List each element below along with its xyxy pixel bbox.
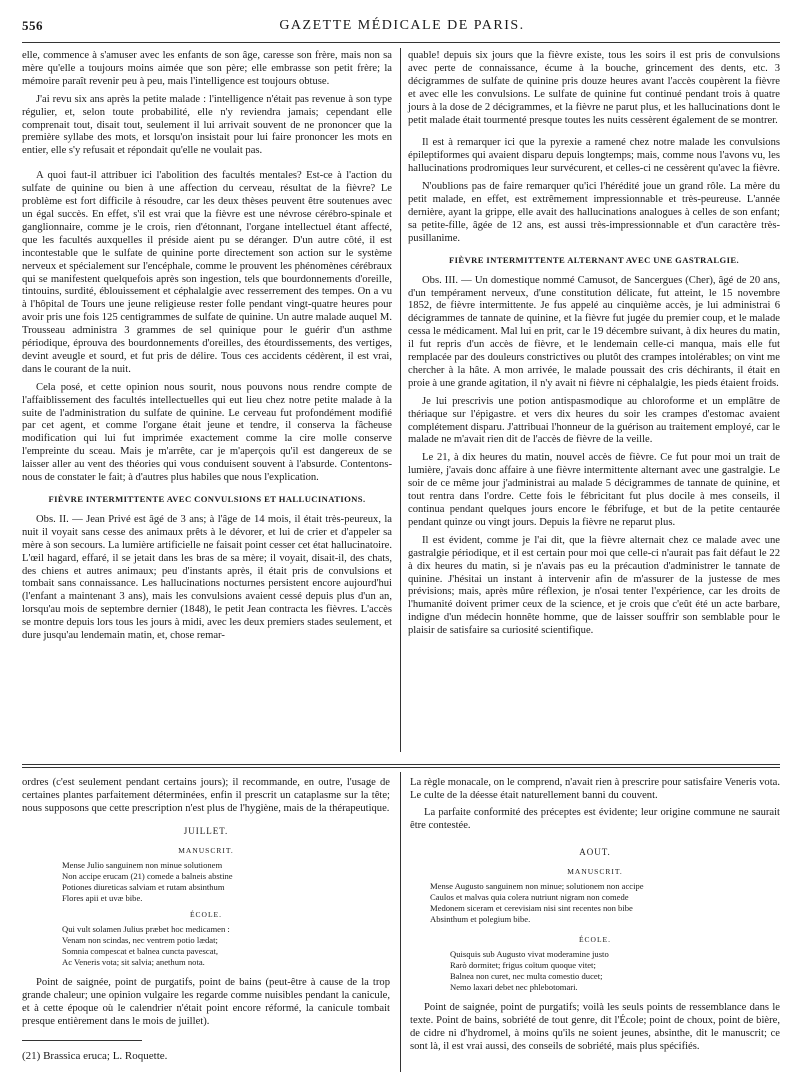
verse-line: Caulos et malvas quia colera nutriunt nigram non comede [430,892,629,902]
verse-line: Quisquis sub Augusto vivat moderamine justo [450,949,609,959]
paragraph: N'oublions pas de faire remarquer qu'ici l'hérédité joue un grand rôle. La mère du petit malade, en effet, est extrêmement impressionnable et très-peureuse. L'année dernière, ayant la grippe, elle avait des hallucinations analogues à celles de son enfant; sa petite-fille, âgée de 12 ans, est aussi très-impressionnable et d'un caractère très-pusillanime. [408,181,780,244]
feuilleton-rule [22,767,780,768]
verse-line: Mense Julio sanguinem non minue solutionem [62,860,223,870]
verse-line: Medonem siceram et cerevisiam nisi sint recentes non bibe [430,903,633,913]
paragraph: elle, commence à s'amuser avec les enfants de son âge, caresse son frère, mais non sa mère qu'elle a toujours moins aimée que son père; elle embrasse son petit frère; la mémoire paraît revenir peu à peu, mais l'intelligence est toujours obtuse. [22,50,392,87]
page-header [22,18,782,40]
column-divider [400,772,401,1072]
month-heading: JUILLET. [183,826,229,836]
ecole-label: ÉCOLE. [578,935,612,944]
paragraph: Point de saignée, point de purgatifs; voilà les seuls points de ressemblance dans le texte. Point de bains, sobriété de tout genre, dit l'École; point de choux, point de bière, de cidre ni d'hydromel, à moins qu'ils ne soient jeunes, absinthe, dit le manuscrit; ce sont là, il est vrai aussi, des conseils de sobriété, mais plus spécifiés. [410,1002,780,1052]
ecole-label: ÉCOLE. [189,910,223,919]
footnote-rule [22,1040,142,1041]
left-column [22,50,392,648]
paragraph: Il est évident, comme je l'ai dit, que la fièvre alternait chez ce malade avec une gastralgie périodique, et il est certain pour moi que celle-ci n'aurait pas fait défaut le 22 à dix heures du matin, si je n'avais pas eu la précaution d'administrer le tannate de quinine. J'hésitai un instant à intervenir afin de m'assurer de la justesse de mes prévisions; mais, après mûre réflexion, je n'osai tenter l'expérience, car les droits de l'humanité doivent primer ceux de la science, et je crois que c'eût été un acte barbare, indigne d'un médecin honnête homme, que de laisser souffrir son semblable pour le plaisir de satisfaire sa curiosité scientifique. [408,534,780,637]
paragraph: J'ai revu six ans après la petite malade : l'intelligence n'était pas revenue à son type régulier, et, selon toute probabilité, elle n'y reviendra jamais; cependant elle comprenait tout, disait tout, seulement il lui arrivait souvent de ne prononcer que la première syllabe des mots, et lorsqu'on insistait pour lui faire prononcer les mots en entier, elle s'y refusait et répondait qu'elle ne voulait pas. [22,93,392,157]
month-heading: AOUT. [579,847,611,857]
paragraph: quable! depuis six jours que la fièvre existe, tous les soirs il est pris de convulsions avec perte de connaissance, écume à la bouche, grincement des dents, etc. 3 décigrammes de sulfate de quinine pris douze heures avant l'accès coupèrent la fièvre et avec elle les convulsions. Le sulfate de quinine fut continué pendant trois à quatre jours à la dose de 2 décigrammes, et la fièvre ne parut plus, et les hallucinations dont le petit malade était tourmenté presque toutes les nuits cessèrent également de se montrer. [408,50,780,126]
paragraph: La parfaite conformité des préceptes est évidente; leur origine commune ne saurait être contestée. [410,807,780,831]
feuilleton-right [410,776,780,1057]
verse-line: Somnia compescat et balnea cuncta pavescat, [62,946,219,956]
verse-block [62,860,390,904]
verse-line: Ac Veneris vota; sit salvia; anethum nota. [62,957,205,967]
running-title: GAZETTE MÉDICALE DE PARIS. [279,18,525,33]
paragraph: Le 21, à dix heures du matin, nouvel accès de fièvre. Ce fut pour moi un trait de lumière, j'avais donc affaire à une fièvre intermittente alternant avec une gastralgie. Le soir de ce même jour j'administrai au malade 5 décigrammes de tannate de quinine, et tout rentra dans l'ordre. Cette fois le fébricitant fut plus docile à mes conseils, il continua pendant quelques jours encore le fébrifuge, et but de la petite centaurée pendant quinze ou vingt jours. Depuis la fièvre ne reparut plus. [408,452,780,528]
paragraph: Cela posé, et cette opinion nous sourit, nous pouvons nous rendre compte de l'affaiblissement des facultés intellectuelles qui eut lieu chez notre petite malade à la suite de l'administration du sulfate de quinine. Le cerveau fut profondément modifié par cet agent, et comme l'organe était jeune et tendre, il conserva la fâcheuse modification qui lui fut imprimée exactement comme la cire molle conserve l'empreinte du sceau. Mais je m'arrête, car je m'aperçois qu'il est dangereux de se laisser aller au vent des théories qui vous conduisent souvent à l'absurde. Contentons-nous de constater le fait; à d'autres plus habiles que nous l'explication. [22,381,392,484]
right-column [408,50,780,643]
verse-line: Rarò dormitet; frigus coïtum quoque vitet; [450,960,596,970]
paragraph: Je lui prescrivis une potion antispasmodique au chloroforme et un emplâtre de thériaque sur l'épigastre. et vers dix heures du soir les crampes d'estomac avaient complétement disparu. J'attribuai l'honneur de la guérison au traitement employé, car le malade ne m'avait rien dit de l'accès de fièvre de la veille. [408,395,780,446]
verse-block [62,924,390,968]
verse-line: Nemo laxari debet nec phlebotomari. [450,982,578,992]
feuilleton-left [22,776,390,1032]
verse-line: Flores apii et uvæ bibe. [62,893,143,903]
verse-line: Qui vult solamen Julius præbet hoc medicamen : [62,924,230,934]
section-heading: FIÈVRE INTERMITTENTE ALTERNANT AVEC UNE GASTRALGIE. [448,254,740,265]
verse-line: Balnea non curet, nec multa comestio ducet; [450,971,603,981]
section-heading: FIÈVRE INTERMITTENTE AVEC CONVULSIONS ET HALLUCINATIONS. [48,494,366,504]
verse-line: Potiones diureticas salviam et rutam absinthum [62,882,225,892]
paragraph: A quoi faut-il attribuer ici l'abolition des facultés mentales? Est-ce à l'action du sulfate de quinine ou bien à une affection du cerveau, résultat de la fièvre? Le problème est fort difficile à résoudre, car les deux thèses peuvent être soutenues avec un égal succès. En effet, s'il est vrai que la fièvre est une névrose cérébro-spinale et ganglionnaire, comme je le crois, rien d'étonnant, l'organe intellectuel étant affecté, que les facultés auxquelles il préside aient pu se déranger. D'un autre côté, il est incontestable que le sulfate de quinine porte directement son action sur le système nerveux et spécialement sur l'encéphale, comme le prouvent les phénomènes cérébraux qui se manifestent quelquefois après son ingestion, tels que bourdonnements d'oreille, tintouins, surdité, éblouissement et céphalalgie avec resserrement des tempes. On a vu à l'hôpital de Tours une jeune religieuse rester folle pendant vingt-quatre heures pour avoir pris une fois 125 centigrammes de sulfate de quinine. Un autre malade auquel M. Trousseau administra 3 grammes de sel quinique pour le guérir d'un asthme périodique, éprouva des bourdonnements d'oreilles, des étourdissements, des vertiges, devint aveugle et sourd, et fut pris de délire. Tous ces accidents cédèrent, il est vrai, dans le courant de la nuit. [22,170,392,375]
manuscrit-label: MANUSCRIT. [178,846,234,855]
verse-line: Absinthum et polegium bibe. [430,914,531,924]
paragraph: Obs. III. — Un domestique nommé Camusot, de Sancergues (Cher), âgé de 20 ans, d'un tempérament nerveux, d'une constitution délicate, fut atteint, le 15 novembre 1852, de fièvre intermittente. Je fus appelé au cinquième accès, je lui administrai 6 décigrammes de tannate de quinine, et la fièvre fut jugée du premier coup, et le malade cessa le médicament. Mal lui en prit, car le 19 décembre suivant, à dix heures du matin, il fut repris d'un accès de fièvre, et le lendemain celle-ci manqua, mais elle fut remplacée par des douleurs constrictives ou plutôt des crampes intolérables; on vint me chercher à la hâte. A mon arrivée, le malade poussait des cris déchirants, il était en proie à une grande agitation, il n'y avait ni fièvre ni céphalalgie, les pieds étaient froids. [408,274,780,389]
paragraph: Point de saignée, point de purgatifs, point de bains (peut-être à cause de la trop grande chaleur; une opinion vulgaire les regarde comme nuisibles pendant la canicule, et à cette époque où le calendrier n'était point encore réformé, la canicule tombait presque entièrement dans le mois de juillet). [22,977,390,1027]
verse-line: Non accipe erucam (21) comede a balneis abstine [62,871,233,881]
paragraph: Obs. II. — Jean Privé est âgé de 3 ans; à l'âge de 14 mois, il était très-peureux, la nuit il voyait sans cesse des animaux prêts à le dévorer, et lui de crier et d'appeler sa mère à son secours. La lumière artificielle ne faisait point cesser cet état hallucinatoire. L'œil hagard, effaré, il se jetait dans les bras de sa mère; il voyait, disait-il, des chats, des chiens et autres animaux; peu d'instants après, il était pris de convulsions et tombait sans connaissance. Les hallucinations nocturnes persistent encore aujourd'hui (l'enfant a maintenant 3 ans), mais les convulsions avaient cessé depuis plus d'un an, lorsqu'au mois de septembre dernier (1848), le petit Jean contracta les fièvres. L'accès se montre depuis lors tous les jours à midi, avec les deux premiers stades seulement, et dure jusqu'au lendemain matin, et, chose remar- [22,513,392,642]
paragraph: La règle monacale, on le comprend, n'avait rien à prescrire pour satisfaire Veneris vota. Le culte de la déesse était naturellement banni du couvent. [410,777,780,801]
verse-block [450,949,780,993]
header-rule [22,42,780,43]
manuscrit-label: MANUSCRIT. [567,867,623,876]
footnote: (21) Brassica eruca; L. Roquette. [22,1050,168,1062]
paragraph: Il est à remarquer ici que la pyrexie a ramené chez notre malade les convulsions épileptiformes qui avaient disparu depuis longtemps; mais, comme nous l'avons vu, les hallucinations prodromiques leur survécurent, et celles-ci ne cessèrent qu'avec la fièvre. [408,137,780,175]
verse-block [430,881,780,925]
column-divider [400,48,401,752]
feuilleton-rule [22,764,780,765]
verse-line: Venam non scindas, nec ventrem potio lædat; [62,935,218,945]
verse-line: Mense Augusto sanguinem non minue; solutionem non accipe [430,881,644,891]
page-number: 556 [22,18,43,33]
paragraph: ordres (c'est seulement pendant certains jours); il recommande, en outre, l'usage de certaines plantes parfaitement déterminées, enfin il prescrit un cataplasme sur la tête; nous supposons que cette prescription n'est plus de l'hygiène, mais de la thérapeutique. [22,777,390,814]
